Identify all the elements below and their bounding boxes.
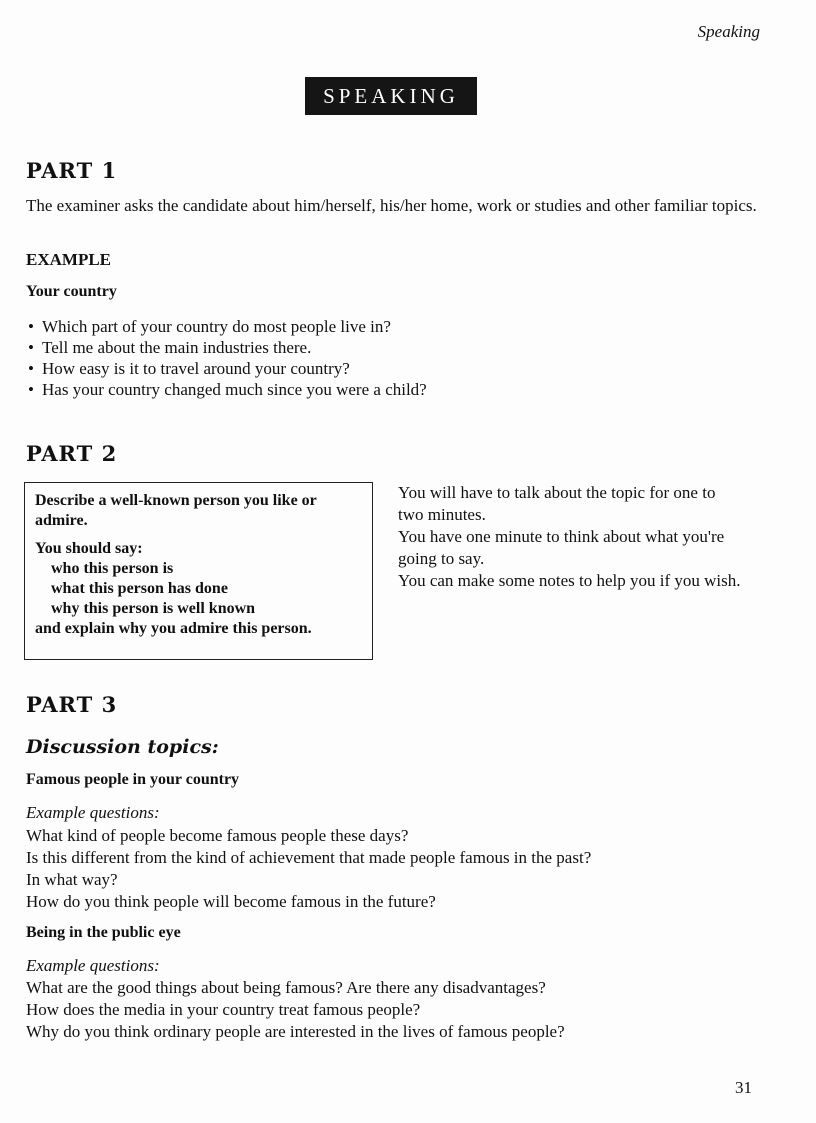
instruction-line: You will have to talk about the topic for one to two minutes.	[398, 483, 716, 524]
list-item: In what way?	[26, 870, 118, 889]
section-banner: SPEAKING	[305, 77, 477, 115]
topic-heading: Being in the public eye	[26, 924, 181, 941]
part3-title: PART 3	[26, 692, 118, 717]
part1-topic: Your country	[26, 283, 117, 300]
example-questions-label: Example questions:	[26, 803, 160, 822]
topic-heading: Famous people in your country	[26, 771, 240, 788]
list-item: • How easy is it to travel around your country?	[28, 358, 768, 379]
list-item: Is this different from the kind of achievement that made people famous in the past?	[26, 848, 592, 867]
list-item: • Has your country changed much since you were a child?	[28, 379, 768, 400]
part2-title: PART 2	[26, 441, 118, 466]
list-item: Why do you think ordinary people are interested in the lives of famous people?	[26, 1022, 565, 1041]
cue-card	[24, 482, 373, 660]
part2-instructions	[398, 482, 743, 592]
part1-intro: The examiner asks the candidate about him/herself, his/her home, work or studies and other familiar topics.	[26, 196, 757, 215]
cue-card-point: what this person has done	[51, 580, 228, 597]
list-item: • Tell me about the main industries there.	[28, 337, 768, 358]
cue-card-closing: and explain why you admire this person.	[35, 620, 312, 637]
instruction-line: You have one minute to think about what you're going to say.	[398, 527, 725, 568]
cue-card-point: who this person is	[51, 560, 174, 577]
instruction-line: You can make some notes to help you if you wish.	[398, 571, 741, 590]
part1-title: PART 1	[26, 158, 118, 183]
cue-card-point: why this person is well known	[51, 600, 256, 617]
discussion-label: Discussion topics:	[26, 736, 219, 758]
running-head: Speaking	[697, 22, 760, 41]
list-item: How do you think people will become famous in the future?	[26, 892, 436, 911]
topic-question-list	[26, 825, 786, 913]
list-item: How does the media in your country treat famous people?	[26, 1000, 421, 1019]
example-questions-label: Example questions:	[26, 956, 160, 975]
list-item: • Which part of your country do most people live in?	[28, 316, 768, 337]
part1-example-label: EXAMPLE	[26, 250, 111, 269]
cue-card-heading: Describe a well-known person you like or admire.	[35, 492, 317, 529]
part1-question-list	[28, 316, 768, 400]
page-number: 31	[735, 1078, 752, 1097]
list-item: What are the good things about being famous? Are there any disadvantages?	[26, 978, 546, 997]
topic-question-list	[26, 977, 786, 1043]
cue-card-should-say: You should say:	[35, 540, 143, 557]
list-item: What kind of people become famous people these days?	[26, 826, 409, 845]
